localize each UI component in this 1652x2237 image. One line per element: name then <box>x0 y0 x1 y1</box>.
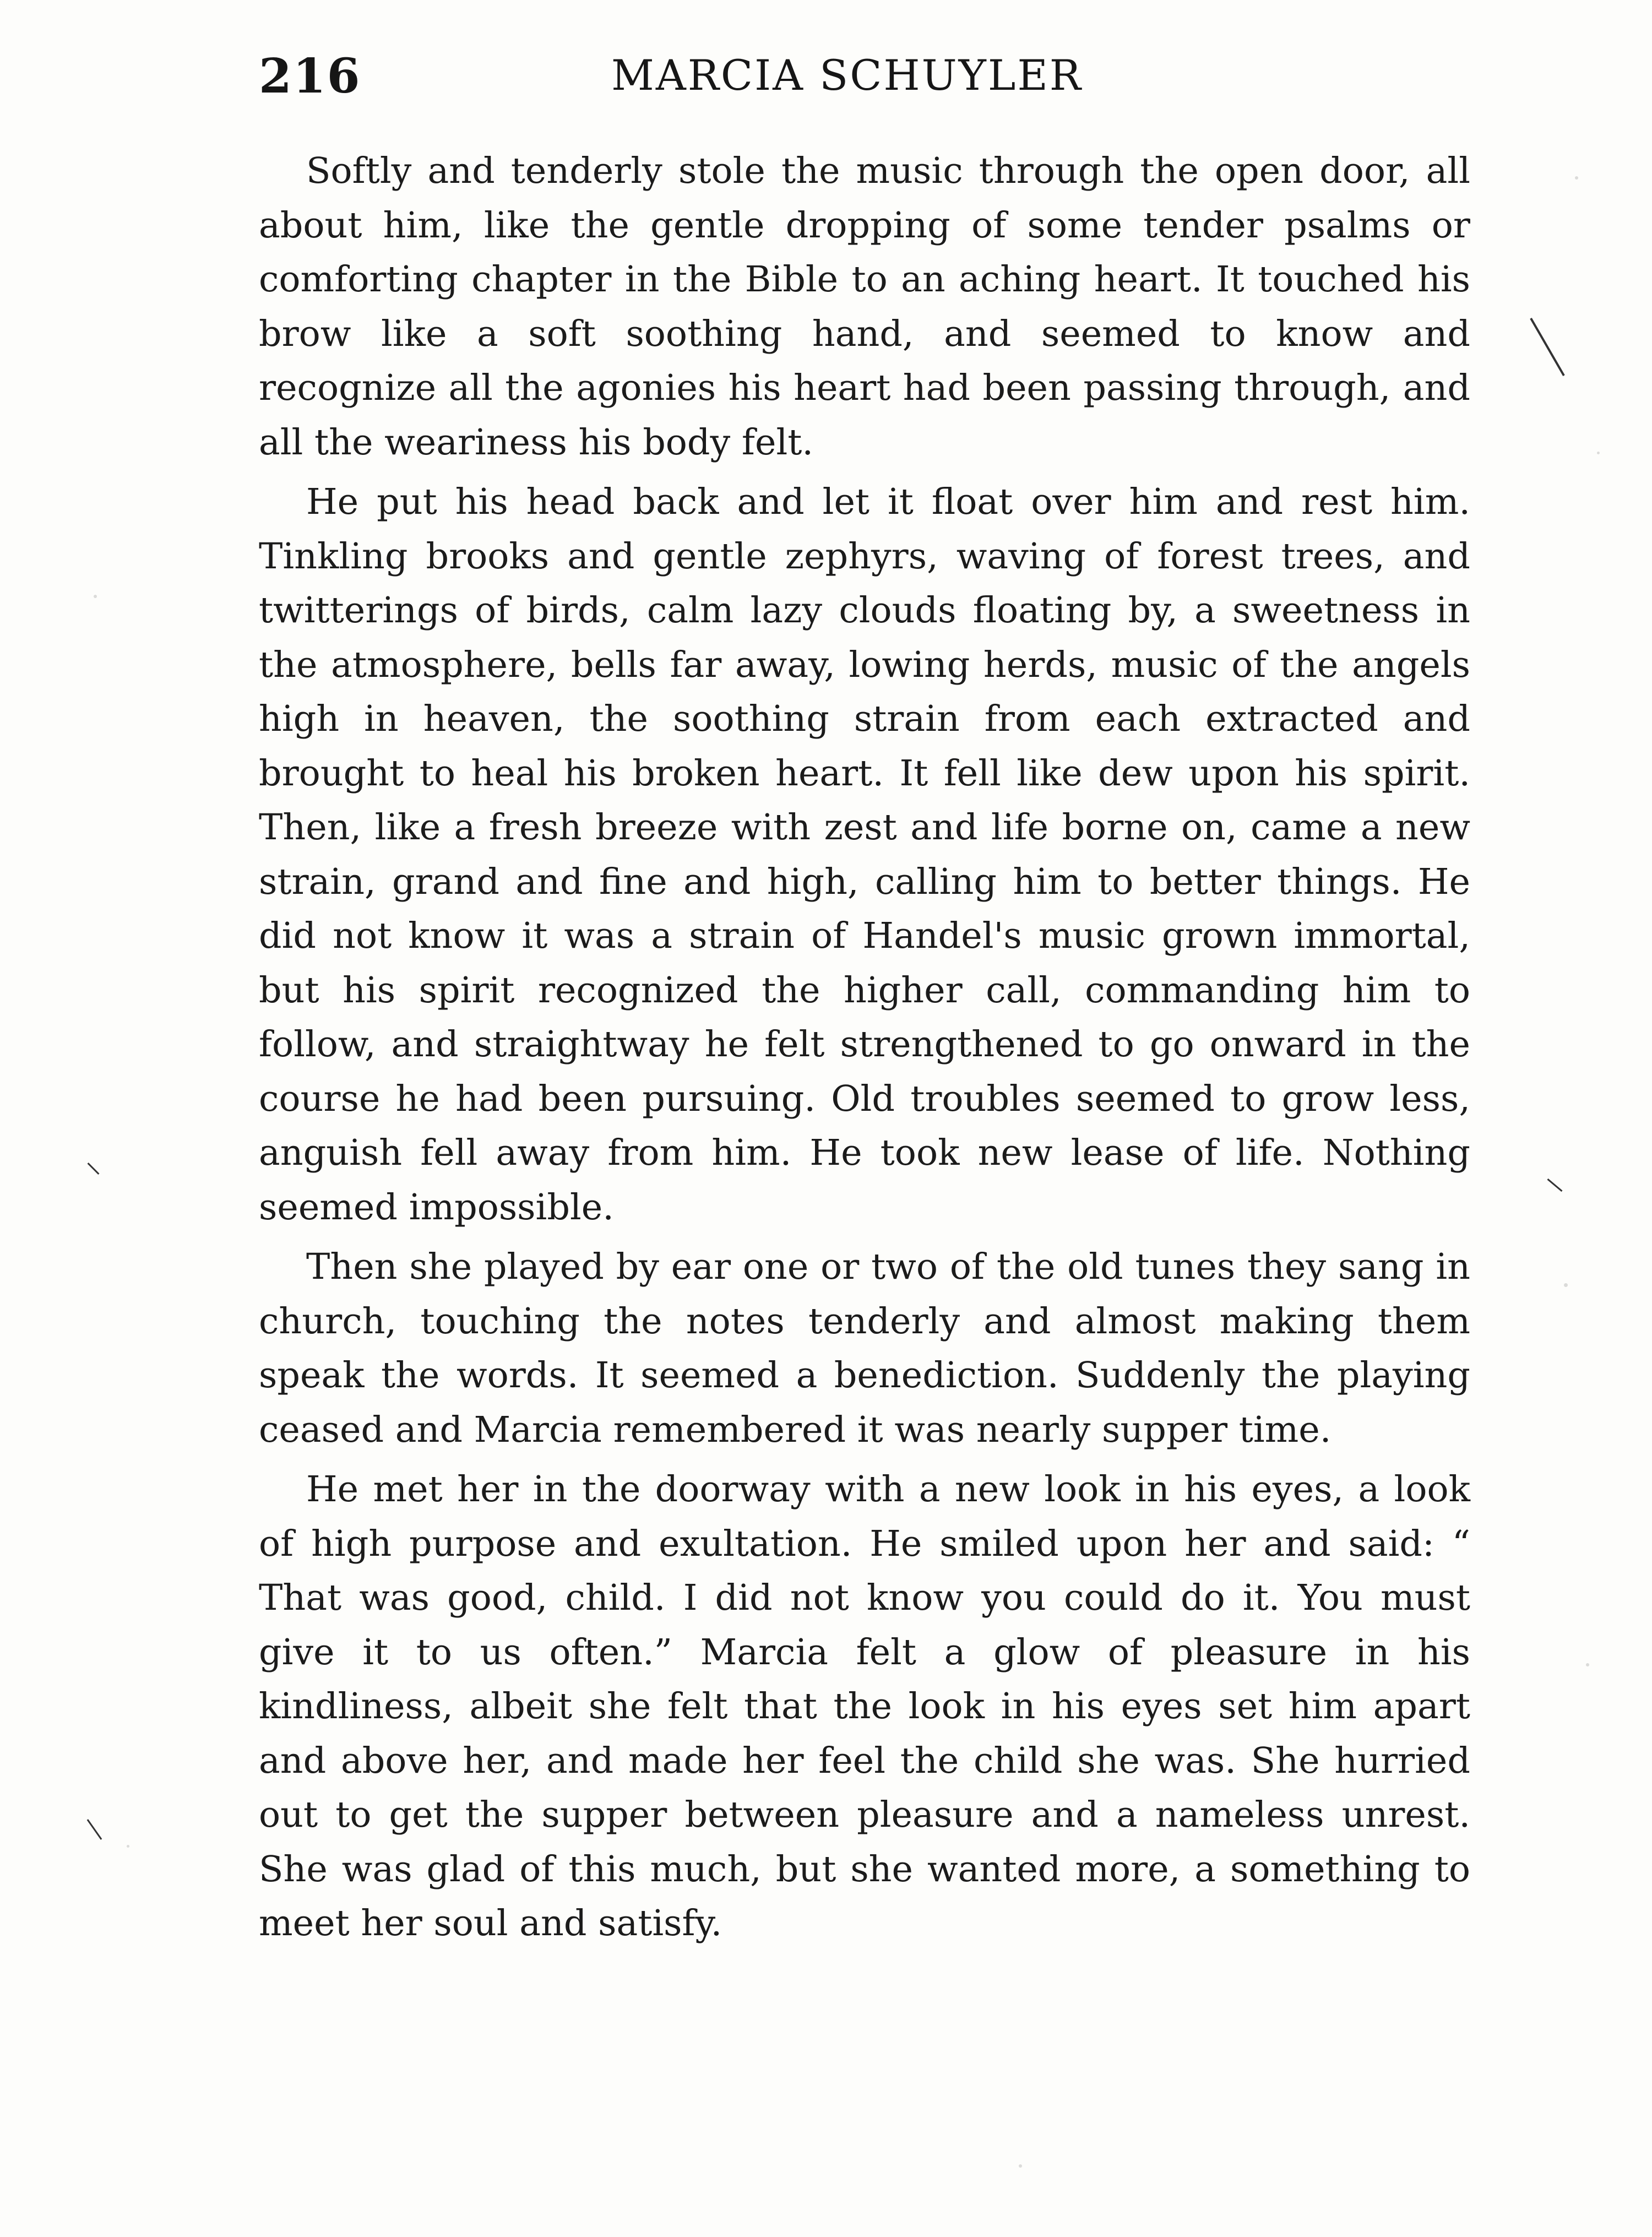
scan-speckle <box>1564 1283 1568 1287</box>
page-number: 216 <box>259 48 361 104</box>
margin-mark <box>1547 1179 1563 1192</box>
paragraph-1: Softly and tenderly stole the music through the open door, all about him, like the gentle dropping of some tender psalms or comforting chapter in the Bible to an aching heart. It touched his brow like a soft soothing hand, and seemed to know and recognize all the agonies his heart had been passing through, and all the weariness his body felt. <box>259 150 1470 463</box>
margin-mark <box>88 1163 100 1175</box>
paragraph-3: Then she played by ear one or two of the old tunes they sang in church, touching the notes tenderly and almost making them speak the words. It seemed a benediction. Suddenly the playing ceased and Marcia remembered it was nearly supper time. <box>259 1246 1470 1451</box>
scan-speckle <box>94 595 97 598</box>
book-title: MARCIA SCHUYLER <box>611 51 1083 100</box>
margin-mark <box>87 1819 102 1840</box>
scan-speckle <box>1586 1663 1589 1666</box>
body-text <box>259 144 1470 1957</box>
paragraph-4: He met her in the doorway with a new look in his eyes, a look of high purpose and exultation. He smiled upon her and said: “ That was good, child. I did not know you could do it. You must give it to us often.” Marcia felt a glow of pleasure in his kindliness, albeit she felt that the look in his eyes set him apart and above her, and made her feel the child she was. She hurried out to get the supper between pleasure and a nameless unrest. She was glad of this much, but she wanted more, a something to meet her soul and satisfy. <box>259 1469 1470 1944</box>
scan-speckle <box>127 1845 129 1848</box>
paragraph-2: He put his head back and let it float over him and rest him. Tinkling brooks and gentle zephyrs, waving of forest trees, and twitterings of birds, calm lazy clouds floating by, a sweetness in the atmosphere, bells far away, lowing herds, music of the angels high in heaven, the soothing strain from each extracted and brought to heal his broken heart. It fell like dew upon his spirit. Then, like a fresh breeze with zest and life borne on, came a new strain, grand and fine and high, calling him to better things. He did not know it was a strain of Handel's music grown immortal, but his spirit recognized the higher call, commanding him to follow, and straightway he felt strengthened to go onward in the course he had been pursuing. Old troubles seemed to grow less, anguish fell away from him. He took new lease of life. Nothing seemed impossible. <box>259 481 1470 1228</box>
running-head <box>259 48 1481 115</box>
scan-speckle <box>1575 176 1578 180</box>
margin-mark <box>1530 318 1564 376</box>
scan-speckle <box>1019 2164 1022 2168</box>
scan-speckle <box>1597 452 1600 454</box>
